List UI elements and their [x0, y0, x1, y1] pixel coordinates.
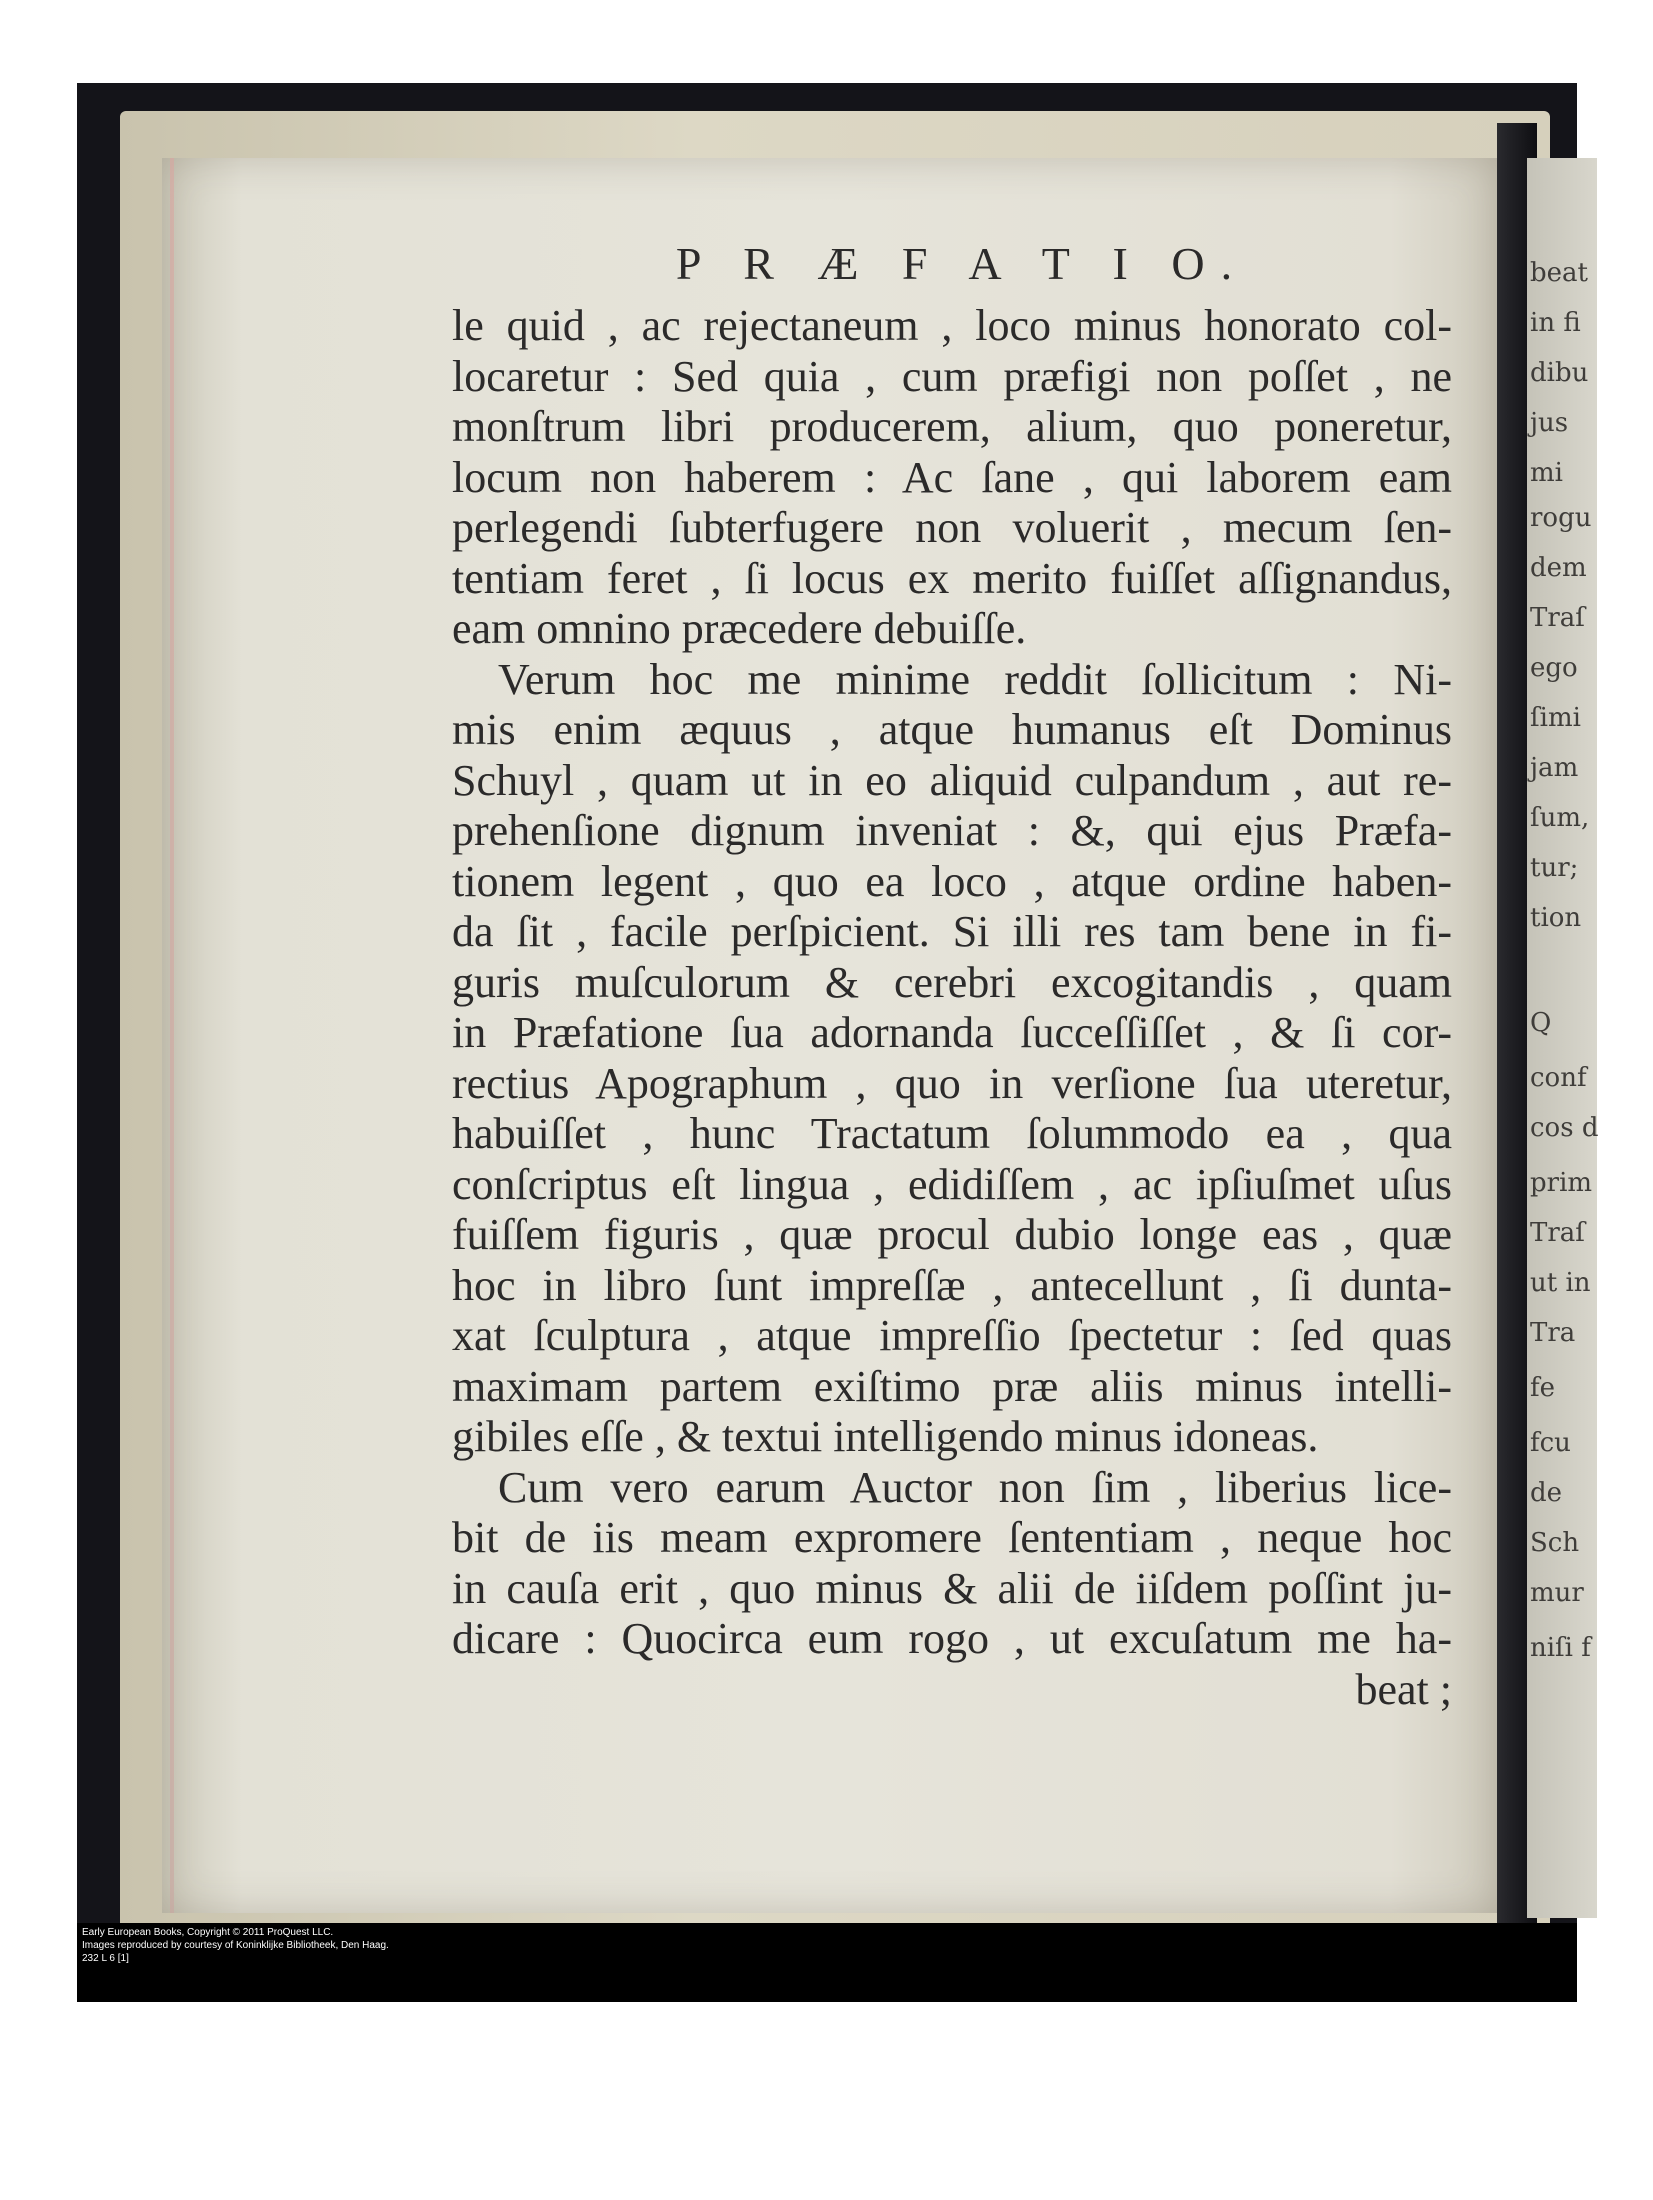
right-page-fragment: conf	[1530, 1063, 1587, 1093]
text-line: bit de iis meam expromere ſententiam , neque hoc	[452, 1513, 1452, 1562]
text-line: gibiles eſſe , & textui intelligendo minus idoneas.	[452, 1412, 1319, 1461]
copyright-footer	[77, 1923, 1577, 2002]
right-page-fragment: mur	[1530, 1578, 1584, 1608]
text-line: in cauſa erit , quo minus & alii de iiſdem poſſint ju-	[452, 1563, 1452, 1613]
right-page-fragment: cos d	[1530, 1113, 1599, 1143]
text-line: rectius Apographum , quo in verſione ſua uteretur,	[452, 1058, 1452, 1108]
text-line: locaretur : Sed quia , cum præfigi non poſſet , ne	[452, 351, 1452, 401]
text-line: locum non haberem : Ac ſane , qui laborem eam	[452, 452, 1452, 502]
text-line: perlegendi ſubterfugere non voluerit , mecum ſen-	[452, 503, 1452, 552]
right-page-fragment: Q	[1530, 1008, 1552, 1038]
right-page-fragment: rogu	[1530, 503, 1592, 533]
text-line: xat ſculptura , atque impreſſio ſpectetur : ſed quas	[452, 1311, 1452, 1360]
right-page-fragment: dibu	[1530, 358, 1589, 388]
right-page-fragment: jam	[1530, 753, 1579, 783]
right-page-fragment: in fi	[1530, 308, 1581, 338]
footer-copyright: Early European Books, Copyright © 2011 ProQuest LLC.	[82, 1927, 334, 1938]
text-line: Schuyl , quam ut in eo aliquid culpandum , aut re-	[452, 755, 1452, 805]
right-page-fragment: tur;	[1530, 853, 1579, 883]
right-page-fragment: ego	[1530, 653, 1578, 683]
text-line: maximam partem exiſtimo præ aliis minus intelli-	[452, 1361, 1452, 1411]
text-line: hoc in libro ſunt impreſſæ , antecellunt , ſi dunta-	[452, 1260, 1452, 1310]
text-line: prehenſione dignum inveniat : &, qui ejus Præfa-	[452, 806, 1452, 855]
right-page-fragment: dem	[1530, 553, 1587, 583]
text-line: tionem legent , quo ea loco , atque ordine haben-	[452, 856, 1452, 906]
right-page-fragment: beat	[1530, 258, 1588, 288]
text-line: da ſit , facile perſpicient. Si illi res tam bene in fi-	[452, 907, 1452, 956]
page-text	[452, 233, 1452, 1715]
right-page-fragment: tion	[1530, 903, 1582, 933]
text-line: guris muſculorum & cerebri excogitandis , quam	[452, 957, 1452, 1007]
text-line: dicare : Quocirca eum rogo , ut excuſatum me ha-	[452, 1614, 1452, 1663]
right-page-edge	[1527, 158, 1597, 1918]
right-page-fragment: mi	[1530, 458, 1563, 488]
right-page-fragment: niſi f	[1530, 1633, 1591, 1663]
text-line: le quid , ac rejectaneum , loco minus honorato col-	[452, 301, 1452, 350]
right-page-fragment: ſimi	[1530, 703, 1581, 733]
text-lines	[452, 301, 1452, 1715]
right-page-fragment: jus	[1530, 408, 1569, 438]
right-page-fragment: ſum,	[1530, 803, 1590, 833]
right-page-fragment: fe	[1530, 1373, 1556, 1403]
text-line: fuiſſem figuris , quæ procul dubio longe eas , quæ	[452, 1210, 1452, 1259]
right-page-fragment: prim	[1530, 1168, 1593, 1198]
text-line: eam omnino præcedere debuiſſe.	[452, 604, 1027, 653]
right-page-fragment: Tra	[1530, 1318, 1576, 1348]
footer-shelfmark: 232 L 6 [1]	[82, 1953, 129, 1964]
text-line: conſcriptus eſt lingua , edidiſſem , ac ipſiuſmet uſus	[452, 1159, 1452, 1209]
text-line: mis enim æquus , atque humanus eſt Dominus	[452, 705, 1452, 754]
right-page-fragment: ut in	[1530, 1268, 1591, 1298]
right-page-fragment: Traſ	[1530, 1218, 1585, 1248]
text-line: in Præfatione ſua adornanda ſucceſſiſſet , & ſi cor-	[452, 1008, 1452, 1057]
text-line: Cum vero earum Auctor non ſim , liberius lice-	[498, 1462, 1452, 1512]
text-line: monſtrum libri producerem, alium, quo poneretur,	[452, 402, 1452, 451]
page-heading: P R Æ F A T I O.	[675, 238, 1249, 289]
scanned-book-image	[77, 83, 1599, 2002]
text-line: habuiſſet , hunc Tractatum ſolummodo ea , qua	[452, 1109, 1452, 1158]
footer-courtesy: Images reproduced by courtesy of Koninklijke Bibliotheek, Den Haag.	[82, 1940, 389, 1951]
right-page-fragment: Sch	[1530, 1528, 1580, 1558]
text-line: Verum hoc me minime reddit ſollicitum : Ni-	[498, 654, 1452, 704]
text-line: tentiam feret , ſi locus ex merito fuiſſet aſſignandus,	[452, 553, 1452, 603]
text-line: beat ;	[1355, 1664, 1452, 1714]
right-page-fragment: Traſ	[1530, 603, 1585, 633]
right-page-fragment: fcu	[1530, 1428, 1571, 1458]
right-page-fragment: de	[1530, 1478, 1563, 1508]
